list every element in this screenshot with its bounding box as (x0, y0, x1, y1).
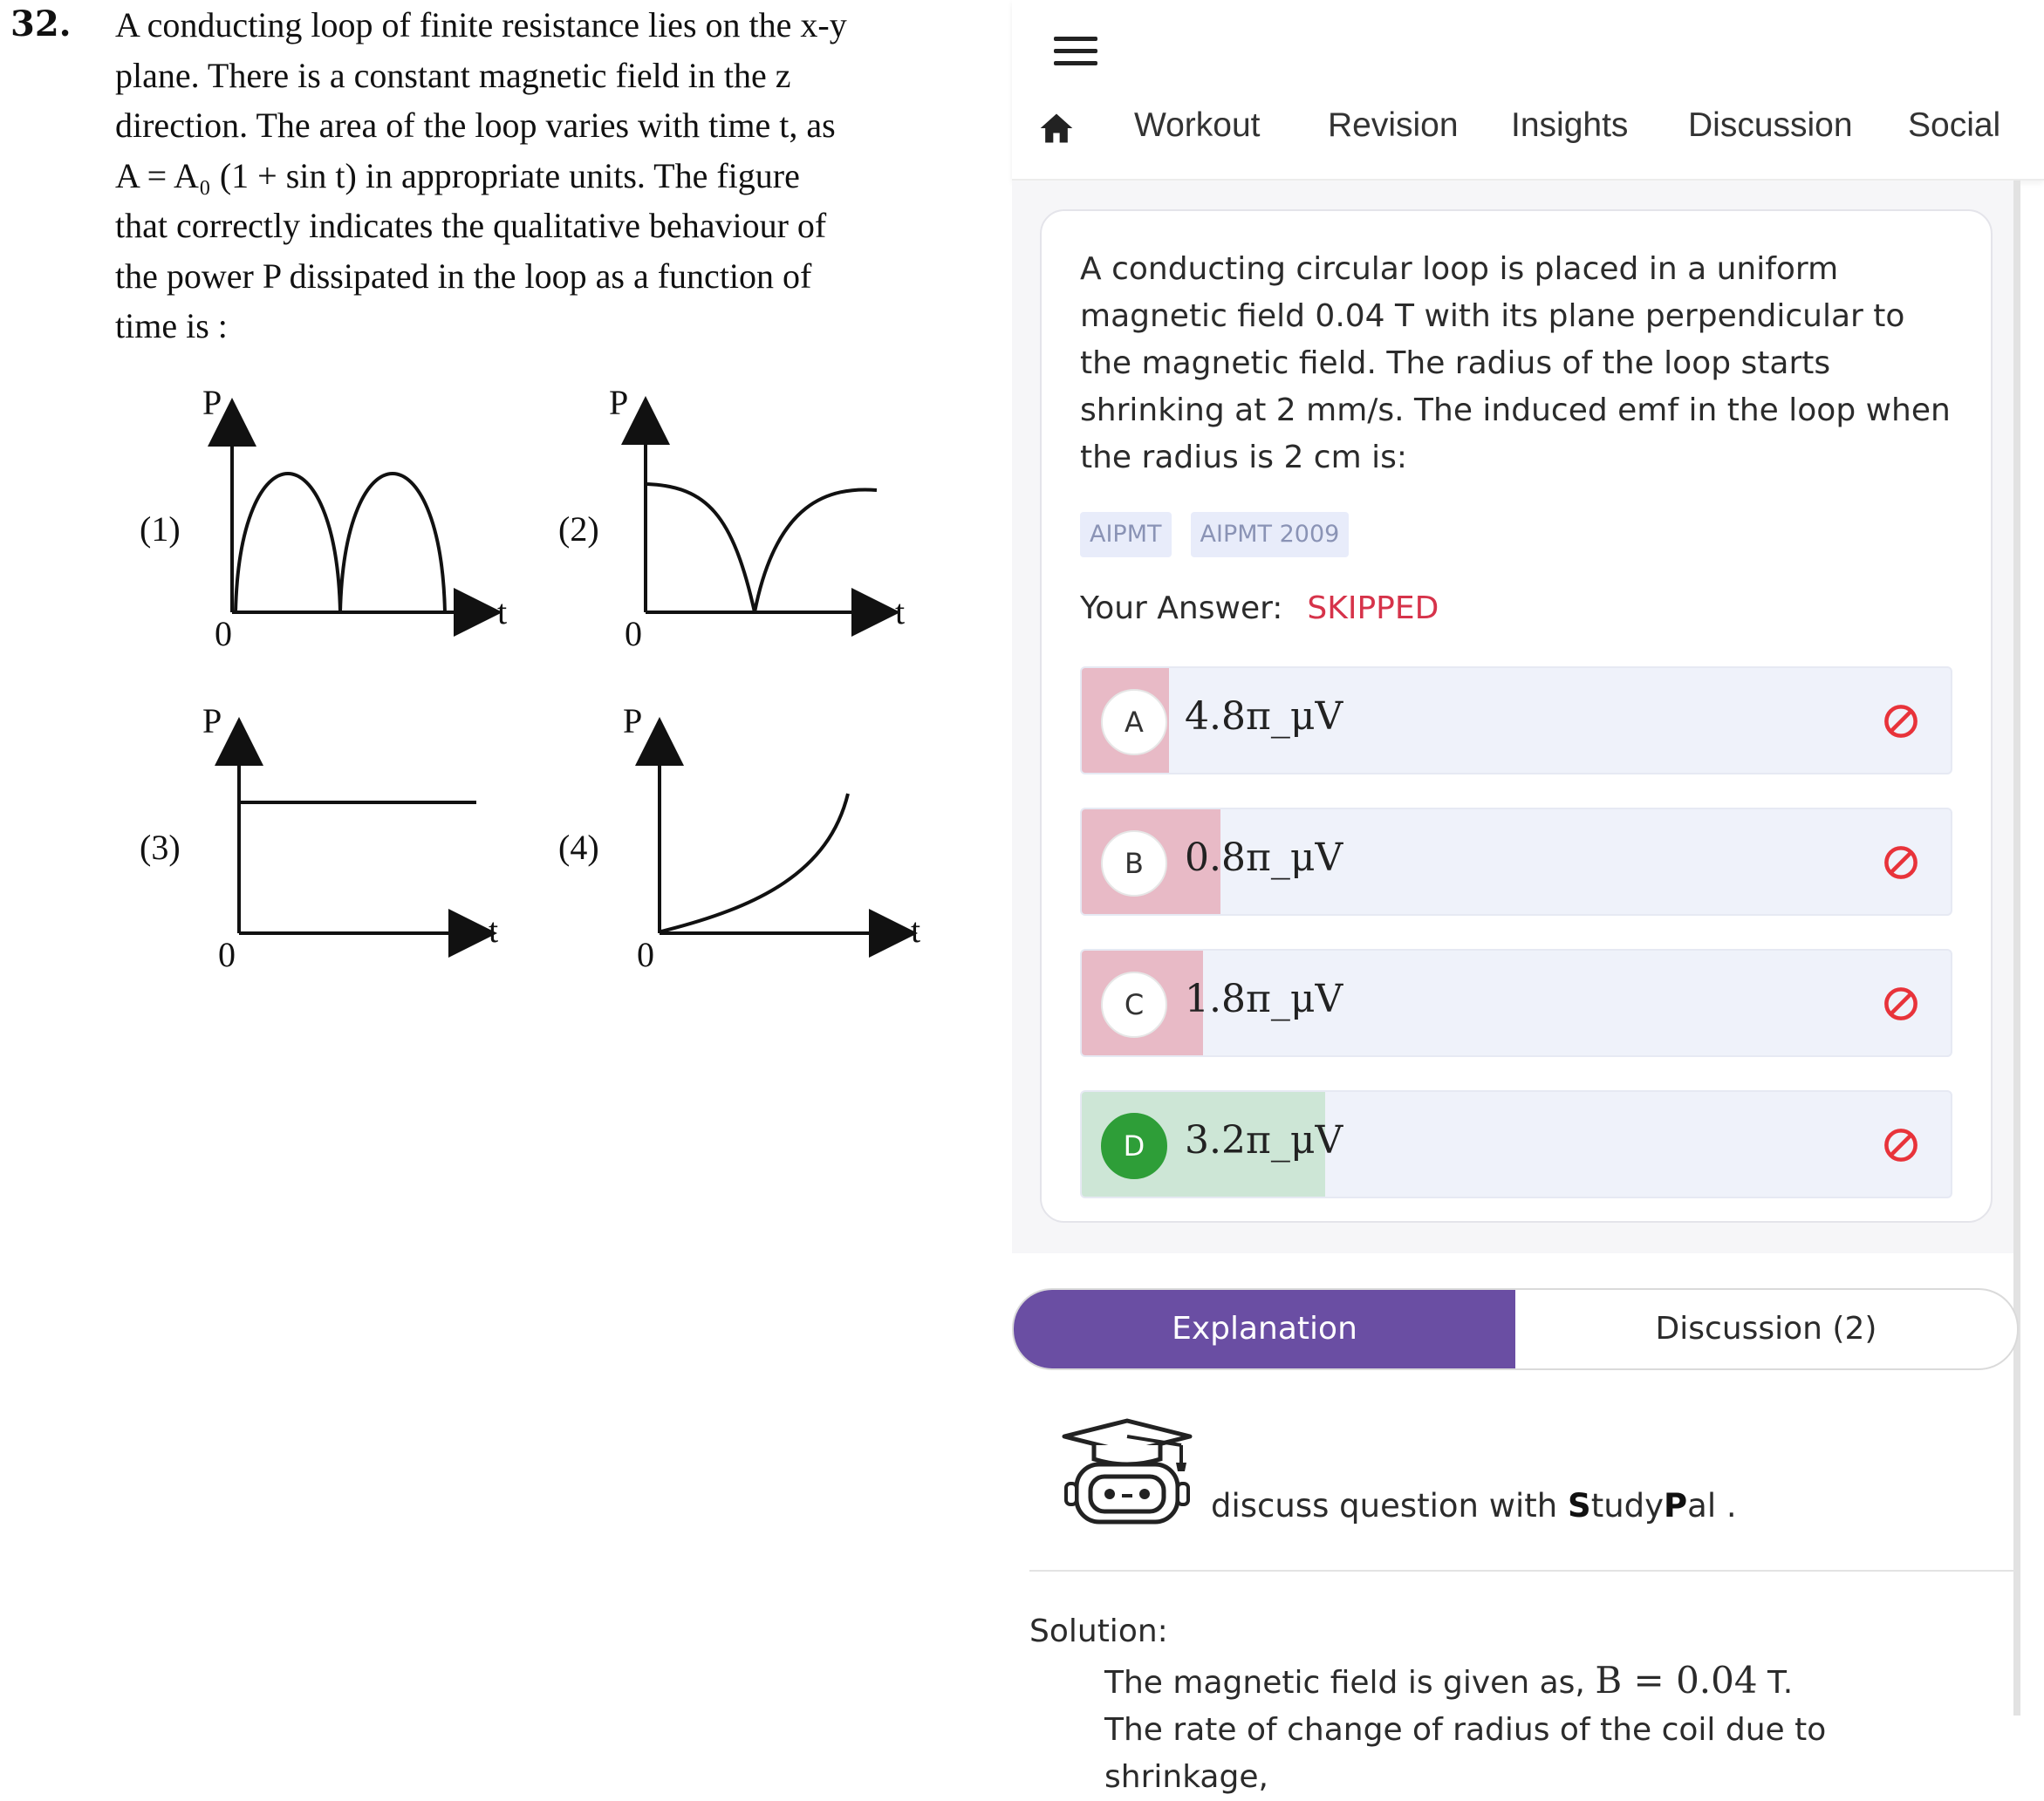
studypal-link[interactable] (1211, 1487, 1737, 1525)
blocked-icon (1883, 986, 1919, 1022)
studypal-suffix: . (1716, 1487, 1737, 1525)
question-text (115, 0, 953, 351)
origin-label: 0 (625, 614, 642, 653)
curve (661, 794, 848, 931)
studypal-name-part: al (1687, 1487, 1717, 1525)
solution-title: Solution: (1029, 1613, 1168, 1649)
tag-aipmt[interactable]: AIPMT (1080, 512, 1172, 557)
figure-label: (4) (558, 828, 599, 867)
x-axis-label: t (497, 592, 508, 631)
curve (647, 484, 877, 612)
app-panel (1012, 0, 2044, 1793)
y-axis-label: P (609, 383, 629, 422)
option-d[interactable] (1080, 1090, 1952, 1198)
tag-list (1080, 512, 1368, 557)
y-axis-label: P (202, 383, 222, 422)
figure-label: (3) (140, 828, 181, 867)
origin-label: 0 (218, 935, 236, 974)
nav-item-social[interactable]: Social (1908, 106, 2001, 144)
option-letter-badge: C (1101, 972, 1167, 1038)
solution-math: B = 0.04 (1595, 1659, 1758, 1702)
figures-svg (131, 375, 951, 1003)
tab-discussion[interactable]: Discussion (2) (1655, 1311, 1877, 1347)
question-card (1040, 209, 1993, 1223)
solution-body (1104, 1657, 1977, 1801)
figure-3 (140, 701, 498, 974)
printed-question-panel (0, 0, 986, 1793)
top-navigation-bar (1012, 0, 2044, 181)
studypal-bold-p: P (1664, 1487, 1688, 1525)
question-line: plane. There is a constant magnetic field in the z (115, 55, 791, 95)
option-letter-badge: A (1101, 689, 1167, 755)
origin-label: 0 (637, 935, 654, 974)
section-divider (1029, 1570, 2015, 1572)
your-answer (1080, 590, 1439, 626)
figure-label: (2) (558, 509, 599, 549)
question-line: time is : (115, 306, 228, 345)
option-letter-badge: D (1101, 1113, 1167, 1179)
option-c[interactable] (1080, 949, 1952, 1057)
studypal-name-part: tudy (1590, 1487, 1665, 1525)
origin-label: 0 (215, 614, 232, 653)
nav-item-revision[interactable]: Revision (1328, 106, 1459, 144)
figure-2 (558, 383, 905, 653)
hamburger-icon[interactable] (1054, 33, 1099, 68)
figure-4 (558, 701, 920, 974)
question-number: 32. (10, 3, 72, 44)
y-axis-label: P (202, 701, 222, 740)
nav-item-workout[interactable]: Workout (1134, 106, 1261, 144)
x-axis-label: t (895, 592, 906, 631)
nav-item-discussion[interactable]: Discussion (1688, 106, 1853, 144)
question-line: A = A₀ (1 + sin t) in appropriate units. The figure (115, 155, 800, 195)
studypal-bold-s: S (1568, 1487, 1591, 1525)
option-letter-badge: B (1101, 830, 1167, 897)
your-answer-label: Your Answer: (1080, 590, 1283, 626)
question-line: the power P dissipated in the loop as a function of (115, 256, 812, 296)
scrollbar-track[interactable] (2013, 181, 2020, 1716)
x-axis-label: t (911, 911, 921, 950)
solution-line-1 (1104, 1657, 1977, 1707)
question-line: A conducting loop of finite resistance lies on the x-y (115, 5, 847, 44)
solution-line-2: The rate of change of radius of the coil due to shrinkage, (1104, 1712, 1827, 1795)
answer-figures (131, 375, 951, 1006)
option-b[interactable] (1080, 808, 1952, 916)
studypal-prefix: discuss question with (1211, 1487, 1558, 1525)
question-line: that correctly indicates the qualitative behaviour of (115, 206, 827, 245)
option-text: 3.2π_μV (1185, 1118, 1343, 1163)
figure-1 (140, 383, 507, 653)
blocked-icon (1883, 1127, 1919, 1163)
option-text: 4.8π_μV (1185, 694, 1343, 739)
figure-label: (1) (140, 509, 181, 549)
blocked-icon (1883, 844, 1919, 881)
tag-aipmt-2009[interactable]: AIPMT 2009 (1191, 512, 1350, 557)
curve (236, 474, 445, 612)
solution-text: The magnetic field is given as, (1104, 1665, 1585, 1701)
option-a[interactable] (1080, 666, 1952, 774)
option-text: 0.8π_μV (1185, 836, 1343, 880)
blocked-icon (1883, 703, 1919, 740)
tab-explanation[interactable]: Explanation (1014, 1290, 1515, 1368)
solution-unit: T. (1757, 1665, 1794, 1701)
nav-item-insights[interactable]: Insights (1511, 106, 1629, 144)
x-axis-label: t (489, 911, 499, 950)
explanation-tabs (1012, 1288, 2019, 1370)
question-line: direction. The area of the loop varies with time t, as (115, 106, 836, 145)
your-answer-status: SKIPPED (1307, 590, 1439, 626)
question-text: A conducting circular loop is placed in a uniform magnetic field 0.04 T with its plane perpendicular to the magnetic field. The radius of the loop starts shrinking at 2 mm/s. The induced emf in the loop when the radius is 2 cm is: (1080, 251, 1951, 475)
nav-tabs (1012, 106, 2044, 159)
option-text: 1.8π_μV (1185, 977, 1343, 1021)
studypal-robot-icon[interactable] (1059, 1417, 1195, 1527)
y-axis-label: P (623, 701, 643, 740)
